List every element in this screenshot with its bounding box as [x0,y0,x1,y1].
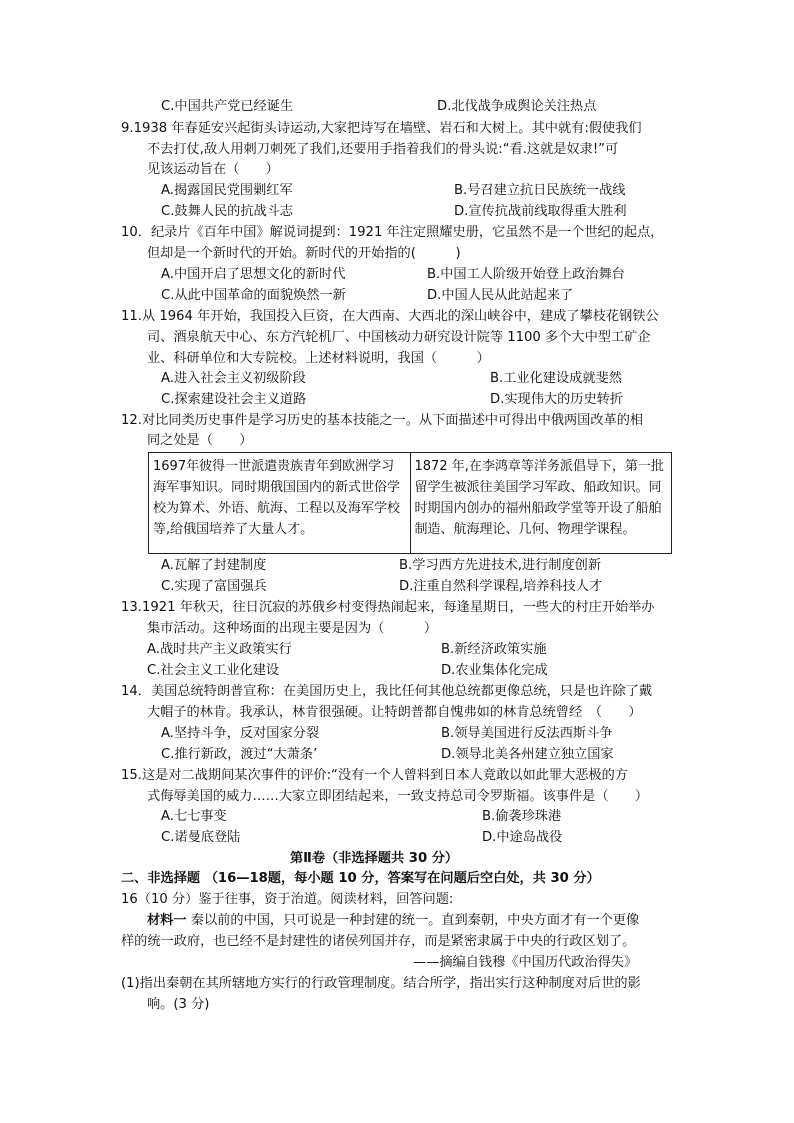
option-14b: B.领导美国进行反法西斯斗争 [441,726,613,741]
question-14-line-1: 14．美国总统特朗普宣称：在美国历史上，我比任何其他总统都更像总统，只是也许除了戴 [121,684,653,699]
question-16-intro: 16（10 分）鉴于往事，资于治道。阅读材料，回答问题: [121,892,454,907]
section-title: 第Ⅱ卷（非选择题共 30 分） [290,851,459,866]
question-9-line-1: 9.1938 年春延安兴起街头诗运动,大家把诗写在墙壁、岩石和大树上。其中就有:假使我们 [121,121,642,136]
question-9-line-2: 不去打仗,敌人用刺刀刺死了我们,还要用手指着我们的骨头说:“看.这就是奴隶!”可 [147,142,619,157]
material-text: 秦以前的中国，只可说是一种封建的统一。直到秦朝，中央方面才有一个更像 [190,913,640,928]
option-11d: D.实现伟大的历史转折 [490,392,624,407]
question-11-line-1: 11.从 1964 年开始，我国投入巨资，在大西南、大西北的深山峡谷中，建成了攀枝花钢铁公 [121,309,659,324]
option-15c: C.诺曼底登陆 [161,830,241,845]
option-8c: C.中国共产党已经诞生 [161,99,294,114]
option-11c: C.探索建设社会主义道路 [161,392,307,407]
option-12d: D.注重自然科学课程,培养科技人才 [399,579,603,594]
comparison-table [148,452,672,554]
russia-reform-cell: 1697年彼得一世派遣贵族青年到欧洲学习海军事知识。同时期俄国国内的新式世俗学校为算术、外语、航海、工程以及海军学校等,给俄国培养了大量人才。 [149,453,411,554]
material-line-2: 样的统一政府，也已经不是封建性的诸侯列国并存，而是紧密隶属于中央的行政区划了。 [121,934,636,949]
option-13c: C.社会主义工业化建设 [147,663,280,678]
question-13-line-1: 13.1921 年秋天，往日沉寂的苏俄乡村变得热闹起来，每逢星期日，一些大的村庄开始举办 [121,600,655,615]
question-10-line-1: 10．纪录片《百年中国》解说词提到：1921 年注定照耀史册，它虽然不是一个世纪的起点， [121,225,664,240]
question-15-line-2: 式侮辱美国的威力……大家立即团结起来，一致支持总司令罗斯福。该事件是（ ） [147,789,649,804]
question-13-line-2: 集市活动。这种场面的出现主要是因为（ ） [147,621,438,636]
table-row [149,453,672,554]
option-15a: A.七七事变 [161,809,227,824]
question-10-line-2: 但却是一个新时代的开始。新时代的开始指的( ) [147,246,461,261]
option-12a: A.瓦解了封建制度 [161,558,267,573]
question-15-line-1: 15.这是对二战期间某次事件的评价:“没有一个人曾料到日本人竟敢以如此罪大恶极的方 [121,768,628,783]
question-14-line-2: 大帽子的林肯。我承认，林肯很强硬。让特朗普都自愧弗如的林肯总统曾经 （ ） [147,705,642,720]
option-10d: D.中国人民从此站起来了 [427,288,574,303]
option-11b: B.工业化建设成就斐然 [490,371,622,386]
material-source: ——摘编自钱穆《中国历代政治得失》 [413,955,638,970]
option-15b: B.偷袭珍珠港 [482,809,562,824]
question-11-line-3: 业、科研单位和大专院校。上述材料说明，我国（ ） [147,351,490,366]
question-9-line-3: 见该运动旨在（ ） [147,162,279,177]
option-12c: C.实现了富国强兵 [161,579,267,594]
china-reform-cell: 1872 年,在李鸿章等洋务派倡导下，第一批留学生被派往美国学习军政、船政知识。同时期国内创办的福州船政学堂等开设了船舶制造、航海理论、几何、物理学课程。 [410,453,672,554]
option-9b: B.号召建立抗日民族统一战线 [454,183,626,198]
option-9c: C.鼓舞人民的抗战斗志 [161,204,294,219]
option-12b: B.学习西方先进技术,进行制度创新 [399,558,602,573]
option-13b: B.新经济政策实施 [441,642,547,657]
material-line-1 [147,912,639,930]
option-10b: B.中国工人阶级开始登上政治舞台 [427,267,625,282]
option-8d: D.北伐战争成舆论关注热点 [437,99,597,114]
material-label: 材料一 [147,913,187,928]
option-13a: A.战时共产主义政策实行 [147,642,292,657]
question-11-line-2: 司、酒泉航天中心、东方汽轮机厂、中国核动力研究设计院等 1100 多个大中型工矿企 [147,330,651,345]
option-15d: D.中途岛战役 [482,830,563,845]
question-16-sub-1-line-1: (1)指出秦朝在其所辖地方实行的行政管理制度。结合所学，指出实行这种制度对后世的影 [121,976,641,991]
question-12-line-1: 12.对比同类历史事件是学习历史的基本技能之一。从下面描述中可得出中俄两国改革的相 [121,413,644,428]
option-10a: A.中国开启了思想文化的新时代 [161,267,346,282]
option-9d: D.宣传抗战前线取得重大胜利 [454,204,627,219]
question-12-line-2: 同之处是（ ） [147,433,253,448]
option-10c: C.从此中国革命的面貌焕然一新 [161,288,346,303]
option-14d: D.领导北美各州建立独立国家 [441,747,614,762]
option-13d: D.农业集体化完成 [441,663,548,678]
option-9a: A.揭露国民党围剿红军 [161,183,293,198]
option-11a: A.进入社会主义初级阶段 [161,371,306,386]
section-heading: 二、非选择题 （16—18题，每小题 10 分，答案写在问题后空白处，共 30 分） [121,871,600,886]
option-14c: C.推行新政，渡过“大萧条’ [161,747,318,762]
question-16-sub-1-line-2: 响。(3 分) [147,997,210,1012]
option-14a: A.坚持斗争，反对国家分裂 [161,726,320,741]
